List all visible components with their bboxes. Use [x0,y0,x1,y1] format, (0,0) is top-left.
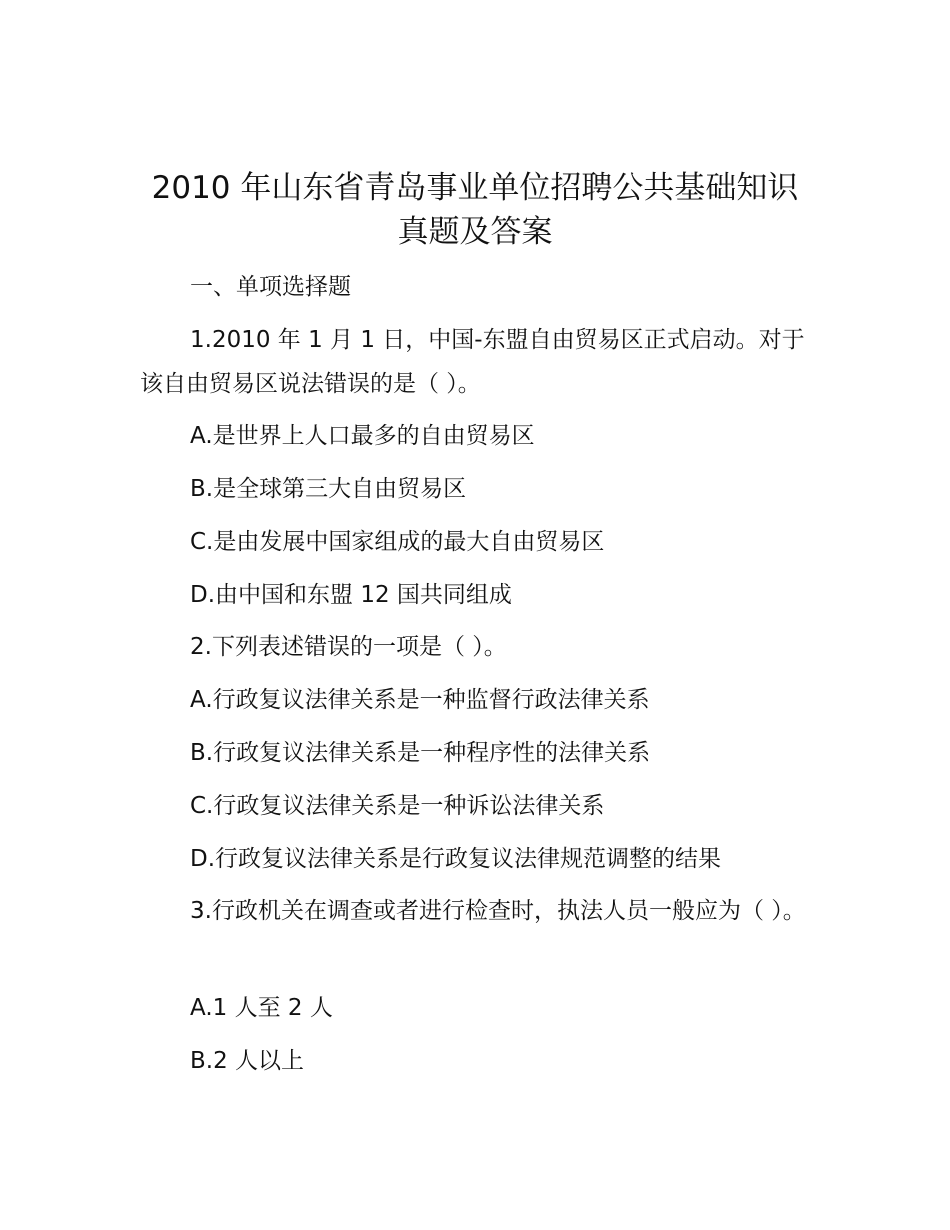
question-2-stem: 2.下列表述错误的一项是（ ）。 [190,634,507,660]
question-2-option-c: C.行政复议法律关系是一种诉讼法律关系 [190,793,605,819]
section-heading: 一、单项选择题 [190,274,351,300]
question-2-option-d: D.行政复议法律关系是行政复议法律规范调整的结果 [190,846,722,872]
question-1-stem: 1.2010 年 1 月 1 日，中国-东盟自由贸易区正式启动。对于该自由贸易区说法错误的是（ ）。 [140,327,805,397]
question-2-option-a: A.行政复议法律关系是一种监督行政法律关系 [190,687,650,713]
question-1-option-a: A.是世界上人口最多的自由贸易区 [190,423,535,449]
question-3-stem: 3.行政机关在调查或者进行检查时，执法人员一般应为（ ）。 [190,898,806,924]
question-3-option-b: B.2 人以上 [190,1048,305,1074]
question-2-option-b: B.行政复议法律关系是一种程序性的法律关系 [190,740,651,766]
question-1-option-d: D.由中国和东盟 12 国共同组成 [190,582,512,608]
document-title: 2010 年山东省青岛事业单位招聘公共基础知识真题及答案 [151,170,799,250]
question-1-option-b: B.是全球第三大自由贸易区 [190,476,467,502]
question-1-option-c: C.是由发展中国家组成的最大自由贸易区 [190,529,605,555]
question-3-option-a: A.1 人至 2 人 [190,995,333,1021]
